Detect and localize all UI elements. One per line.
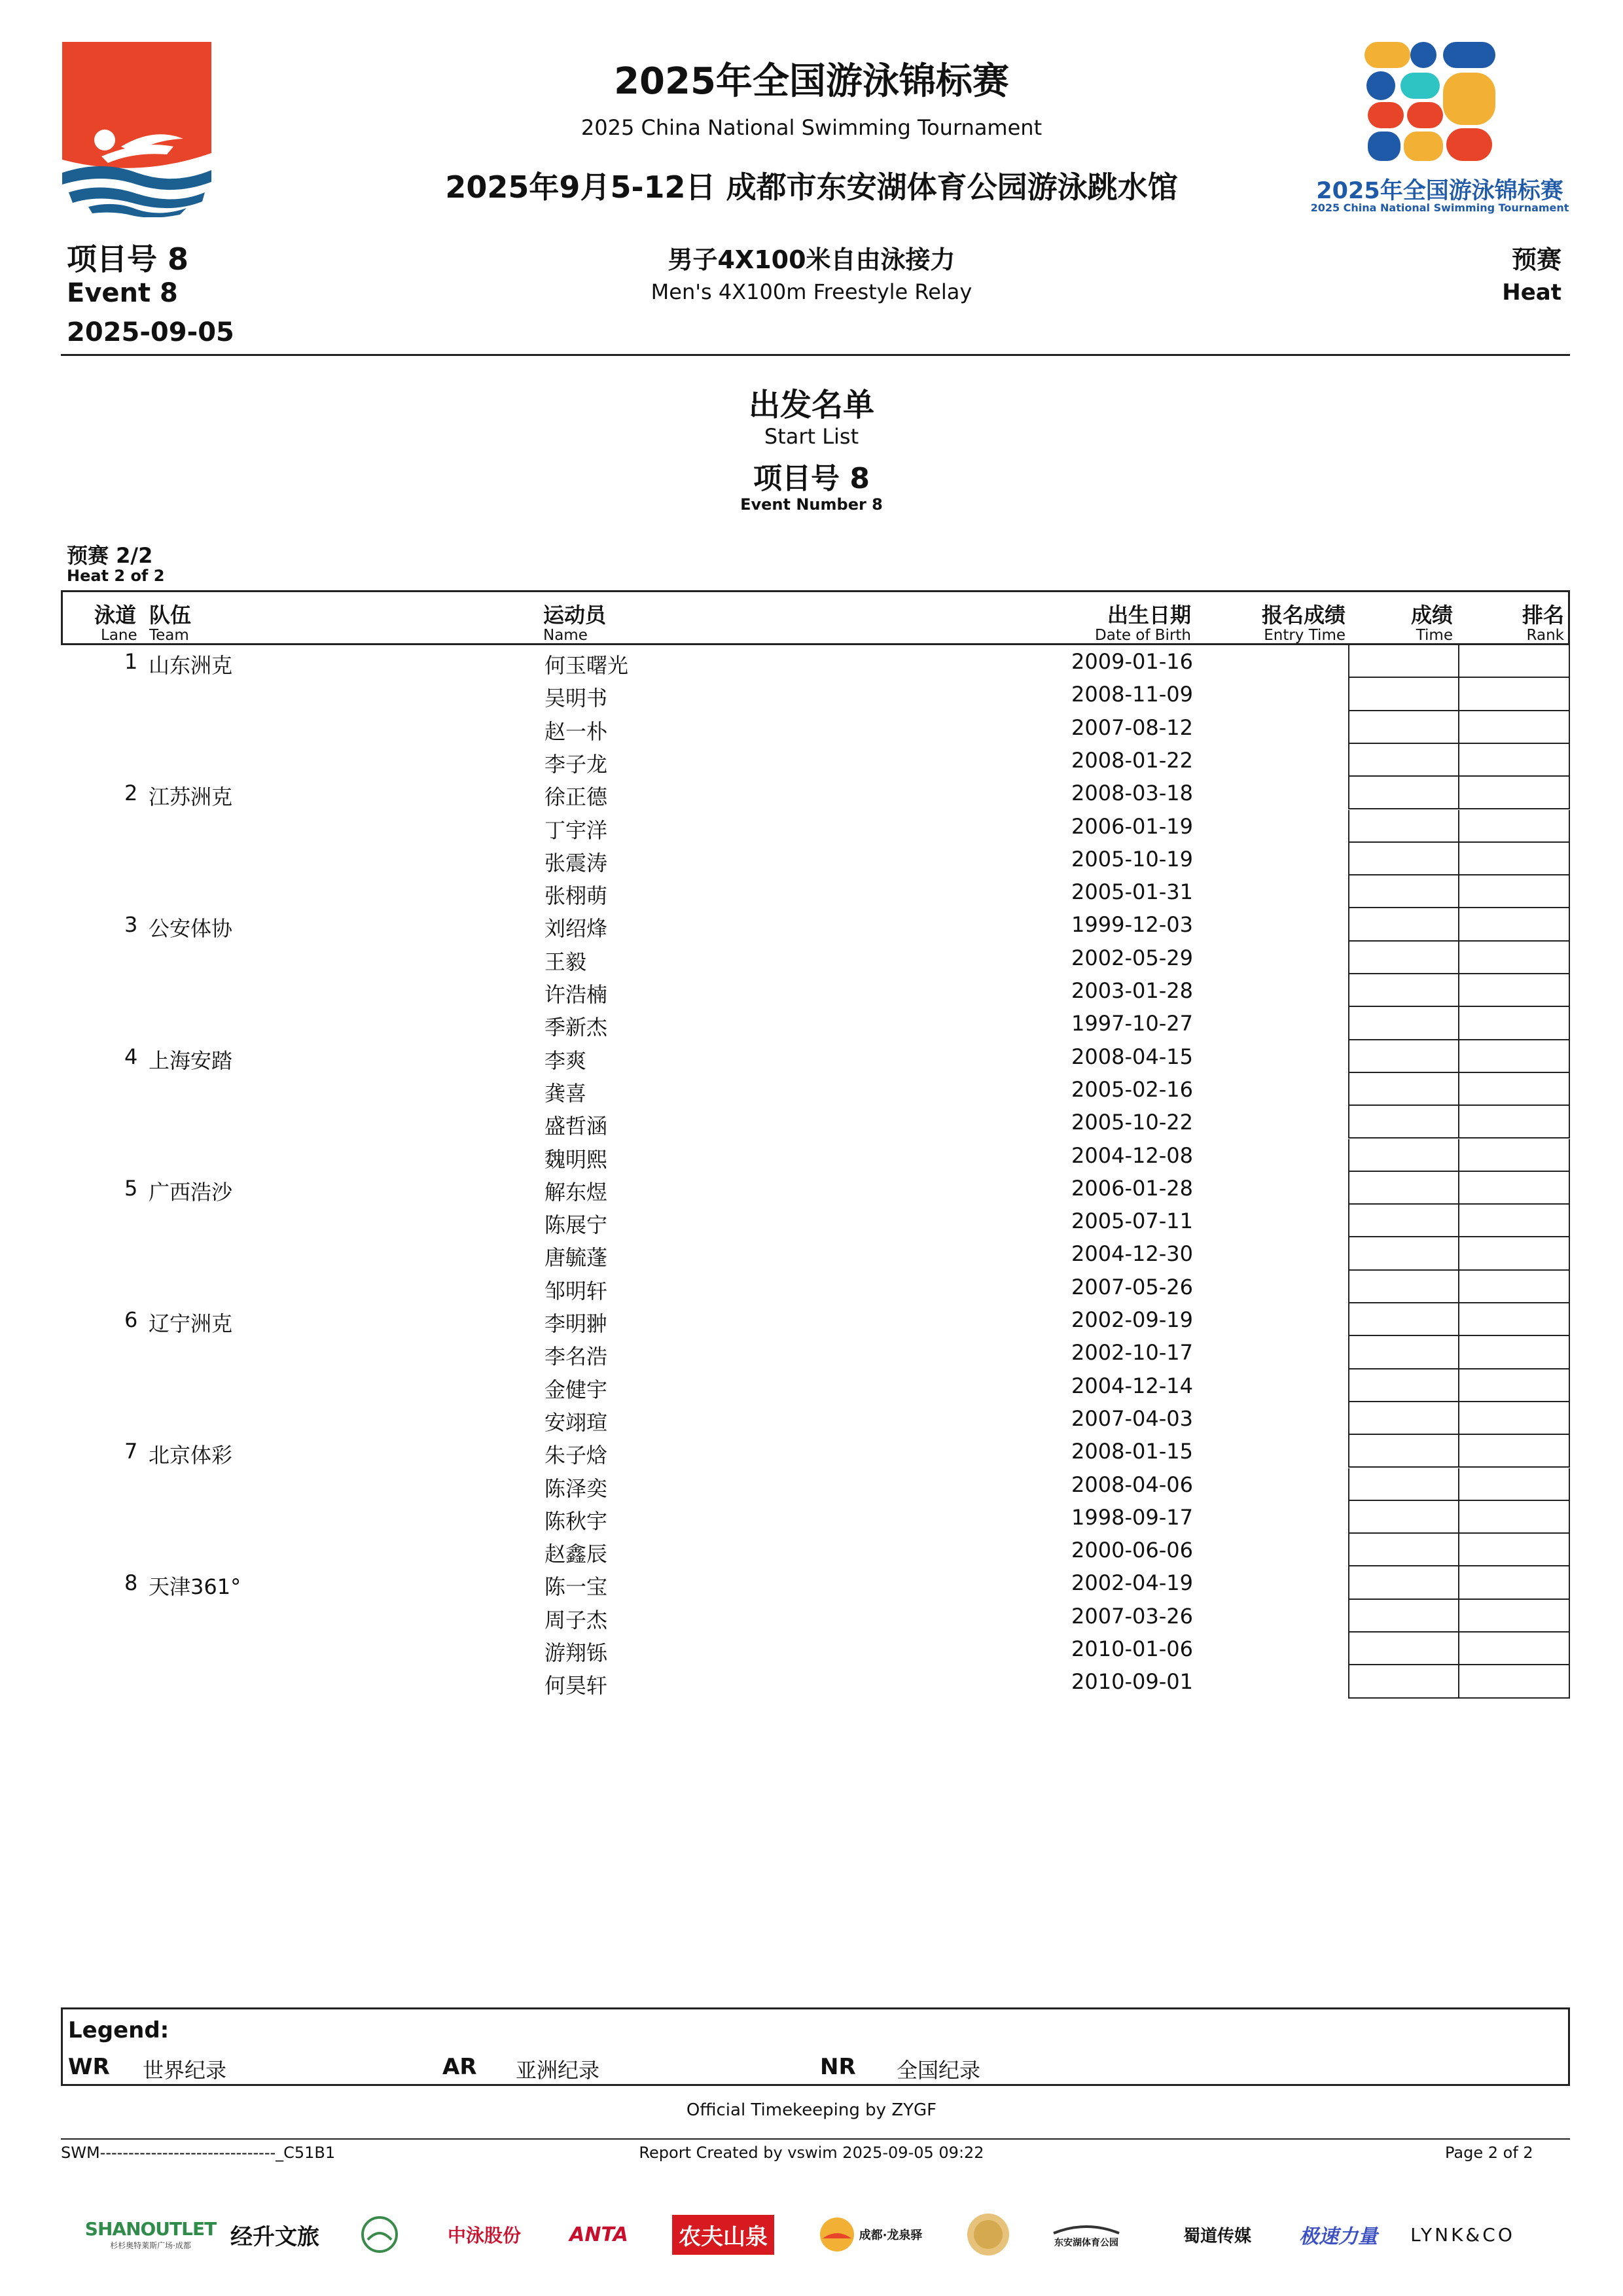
phase: 预赛 <box>1511 245 1561 274</box>
table-row <box>0 1369 1623 1402</box>
time-entry-box[interactable] <box>1348 1369 1459 1402</box>
date-of-birth: 2007-04-03 <box>1071 1405 1193 1431</box>
sponsor-zhongyong: 中泳股份 <box>447 2225 521 2246</box>
lane-number: 4 <box>124 1044 138 1069</box>
table-row <box>0 1435 1623 1468</box>
time-entry-box[interactable] <box>1348 1073 1459 1106</box>
col-team: 队伍 <box>149 603 192 627</box>
date-of-birth: 2002-09-19 <box>1071 1307 1193 1332</box>
table-row <box>0 1468 1623 1501</box>
swimmer-name: 李明翀 <box>544 1311 608 1336</box>
swimmer-name: 龚喜 <box>544 1080 587 1106</box>
time-entry-box[interactable] <box>1348 974 1459 1007</box>
table-header <box>61 590 1570 645</box>
time-entry-box[interactable] <box>1348 1205 1459 1237</box>
table-row <box>0 1501 1623 1534</box>
sponsor-lynkco: LYNK&CO <box>1410 2223 1515 2246</box>
table-row <box>0 1336 1623 1369</box>
team-name: 广西浩沙 <box>149 1179 233 1205</box>
swimmer-name: 许浩楠 <box>544 982 608 1007</box>
swimmer-name: 赵鑫辰 <box>544 1542 608 1567</box>
table-row <box>0 974 1623 1007</box>
date-of-birth: 2007-03-26 <box>1071 1603 1193 1629</box>
rank-entry-box[interactable] <box>1458 1369 1570 1402</box>
time-entry-box[interactable] <box>1348 1435 1459 1468</box>
table-row <box>0 645 1623 678</box>
table-row <box>0 1040 1623 1073</box>
rank-entry-box[interactable] <box>1458 1402 1570 1435</box>
rank-entry-box[interactable] <box>1458 810 1570 843</box>
timekeeping-credit: Official Timekeeping by ZYGF <box>686 2100 937 2120</box>
rank-entry-box[interactable] <box>1458 875 1570 908</box>
rank-entry-box[interactable] <box>1458 1073 1570 1106</box>
date-of-birth: 2002-04-19 <box>1071 1570 1193 1596</box>
table-row <box>0 1271 1623 1303</box>
swimmer-name: 邹明轩 <box>544 1278 608 1303</box>
date-of-birth: 2000-06-06 <box>1071 1538 1193 1563</box>
time-entry-box[interactable] <box>1348 1468 1459 1501</box>
time-entry-box[interactable] <box>1348 1303 1459 1336</box>
event-number-en: Event 8 <box>67 278 178 308</box>
heat-label-en: Heat 2 of 2 <box>67 567 165 585</box>
swimmer-name: 安翊瑄 <box>544 1409 608 1435</box>
lane-number: 1 <box>124 649 138 674</box>
col-rank-en: Rank <box>1526 627 1564 644</box>
team-name: 公安体协 <box>149 916 233 942</box>
rank-entry-box[interactable] <box>1458 1303 1570 1336</box>
date-of-birth: 2008-11-09 <box>1071 682 1193 707</box>
swimmer-name: 魏明熙 <box>544 1146 608 1172</box>
time-entry-box[interactable] <box>1348 843 1459 875</box>
swimmer-name: 唐毓蓬 <box>544 1245 608 1271</box>
rank-entry-box[interactable] <box>1458 1600 1570 1633</box>
rank-entry-box[interactable] <box>1458 1633 1570 1665</box>
sponsor-jisu: 极速力量 <box>1299 2225 1378 2248</box>
team-name: 北京体彩 <box>149 1443 233 1468</box>
table-row <box>0 777 1623 809</box>
rank-entry-box[interactable] <box>1458 1237 1570 1270</box>
swimmer-name: 陈一宝 <box>544 1574 608 1600</box>
col-entry: 报名成绩 <box>1261 603 1346 627</box>
table-row <box>0 1665 1623 1698</box>
rank-entry-box[interactable] <box>1458 1271 1570 1303</box>
col-entry-en: Entry Time <box>1264 627 1346 644</box>
lane-number: 6 <box>124 1307 138 1332</box>
section-event-en: Event Number 8 <box>740 495 883 514</box>
table-row <box>0 942 1623 974</box>
sponsor-nongfu: 农夫山泉 <box>671 2212 776 2257</box>
swimmer-name: 刘绍烽 <box>544 916 608 942</box>
date-of-birth: 1998-09-17 <box>1071 1504 1193 1530</box>
time-entry-box[interactable] <box>1348 1139 1459 1172</box>
date-of-birth: 2002-05-29 <box>1071 945 1193 970</box>
time-entry-box[interactable] <box>1348 942 1459 974</box>
team-name: 上海安踏 <box>149 1048 233 1073</box>
date-of-birth: 2005-10-19 <box>1071 846 1193 872</box>
table-row <box>0 1172 1623 1205</box>
lane-number: 2 <box>124 781 138 806</box>
time-entry-box[interactable] <box>1348 777 1459 809</box>
table-row <box>0 711 1623 744</box>
time-entry-box[interactable] <box>1348 1106 1459 1139</box>
swimmer-name: 陈展宁 <box>544 1212 608 1238</box>
legend-desc-ar: 亚洲纪录 <box>516 2058 600 2083</box>
swimmer-name: 吴明书 <box>544 686 608 711</box>
legend-code-nr: NR <box>820 2054 856 2080</box>
time-entry-box[interactable] <box>1348 1633 1459 1665</box>
time-entry-box[interactable] <box>1348 678 1459 711</box>
time-entry-box[interactable] <box>1348 908 1459 941</box>
legend-code-wr: WR <box>68 2054 110 2080</box>
sponsor-badge <box>962 2212 1014 2257</box>
time-entry-box[interactable] <box>1348 1336 1459 1369</box>
swimmer-name: 张震涛 <box>544 850 608 875</box>
event-name: 男子4X100米自由泳接力 <box>668 245 955 274</box>
date-of-birth: 2005-01-31 <box>1071 879 1193 905</box>
sponsor-longquanyi: 成都·龙泉驿 <box>812 2212 929 2257</box>
right-logo-title: 2025年全国游泳锦标赛 <box>1316 178 1563 204</box>
date-of-birth: 2007-05-26 <box>1071 1274 1193 1299</box>
rank-entry-box[interactable] <box>1458 1534 1570 1566</box>
date-of-birth: 2010-01-06 <box>1071 1636 1193 1661</box>
lane-number: 3 <box>124 912 138 938</box>
date-of-birth: 2008-01-15 <box>1071 1439 1193 1464</box>
swimmer-name: 张栩萌 <box>544 883 608 909</box>
rank-entry-box[interactable] <box>1458 1106 1570 1139</box>
report-code: SWM-------------------------------_C51B1 <box>61 2144 336 2162</box>
date-of-birth: 2008-04-15 <box>1071 1044 1193 1069</box>
team-name: 山东洲克 <box>149 653 233 678</box>
col-dob-en: Date of Birth <box>1095 627 1191 644</box>
rank-entry-box[interactable] <box>1458 1501 1570 1534</box>
swimmer-name: 金健宇 <box>544 1377 608 1402</box>
swimmer-name: 游翔铄 <box>544 1640 608 1665</box>
heat-label: 预赛 2/2 <box>67 543 153 568</box>
swimmer-name: 何玉曙光 <box>544 653 629 678</box>
table-row <box>0 1402 1623 1435</box>
swimmer-name: 陈秋宇 <box>544 1508 608 1534</box>
lane-number: 8 <box>124 1570 138 1596</box>
table-row <box>0 843 1623 875</box>
sponsor-shudao: 蜀道传媒 <box>1183 2226 1251 2246</box>
date-of-birth: 2003-01-28 <box>1071 978 1193 1003</box>
time-entry-box[interactable] <box>1348 744 1459 777</box>
legend-code-ar: AR <box>442 2054 477 2080</box>
header-divider <box>61 354 1570 356</box>
date-of-birth: 2005-02-16 <box>1071 1076 1193 1102</box>
rank-entry-box[interactable] <box>1458 744 1570 777</box>
rank-entry-box[interactable] <box>1458 1040 1570 1073</box>
rank-entry-box[interactable] <box>1458 1172 1570 1205</box>
date-of-birth: 2005-10-22 <box>1071 1110 1193 1135</box>
table-row <box>0 1073 1623 1106</box>
time-entry-box[interactable] <box>1348 1007 1459 1040</box>
table-row <box>0 1600 1623 1633</box>
phase-en: Heat <box>1502 279 1561 306</box>
legend-desc-nr: 全国纪录 <box>897 2058 981 2083</box>
col-lane: 泳道 <box>94 603 137 627</box>
col-time-en: Time <box>1416 627 1453 644</box>
time-entry-box[interactable] <box>1348 1237 1459 1270</box>
date-of-birth: 2005-07-11 <box>1071 1209 1193 1234</box>
team-name: 江苏洲克 <box>149 785 233 810</box>
table-row <box>0 678 1623 711</box>
section-event: 项目号 8 <box>753 462 870 495</box>
col-lane-en: Lane <box>101 627 137 644</box>
swimmer-name: 陈泽奕 <box>544 1475 608 1501</box>
date-of-birth: 2008-03-18 <box>1071 781 1193 806</box>
col-name: 运动员 <box>543 603 607 627</box>
lane-number: 7 <box>124 1439 138 1464</box>
rank-entry-box[interactable] <box>1458 942 1570 974</box>
time-entry-box[interactable] <box>1348 645 1459 678</box>
swimmer-name: 李子龙 <box>544 751 608 777</box>
rank-entry-box[interactable] <box>1458 678 1570 711</box>
start-list-table <box>0 645 1623 1699</box>
table-row <box>0 1139 1623 1172</box>
time-entry-box[interactable] <box>1348 1172 1459 1205</box>
date-of-birth: 2006-01-19 <box>1071 813 1193 839</box>
col-name-en: Name <box>543 627 588 644</box>
rank-entry-box[interactable] <box>1458 1336 1570 1369</box>
swimmer-name: 赵一朴 <box>544 718 608 744</box>
swimmer-name: 周子杰 <box>544 1607 608 1633</box>
rank-entry-box[interactable] <box>1458 1566 1570 1599</box>
swimmer-name: 徐正德 <box>544 785 608 810</box>
team-name: 辽宁洲克 <box>149 1311 233 1336</box>
rank-entry-box[interactable] <box>1458 1665 1570 1698</box>
date-of-birth: 2002-10-17 <box>1071 1340 1193 1366</box>
tournament-subtitle: 2025 China National Swimming Tournament <box>580 115 1043 140</box>
date-of-birth: 2004-12-30 <box>1071 1241 1193 1267</box>
date-venue: 2025年9月5-12日 成都市东安湖体育公园游泳跳水馆 <box>445 169 1178 205</box>
rank-entry-box[interactable] <box>1458 711 1570 744</box>
legend-title: Legend: <box>68 2017 169 2043</box>
time-entry-box[interactable] <box>1348 1600 1459 1633</box>
table-row <box>0 1566 1623 1599</box>
swimmer-name: 季新杰 <box>544 1015 608 1040</box>
team-name: 天津361° <box>149 1574 241 1600</box>
col-rank: 排名 <box>1522 603 1564 627</box>
legend-box <box>61 2007 1570 2086</box>
rank-entry-box[interactable] <box>1458 1468 1570 1501</box>
rank-entry-box[interactable] <box>1458 974 1570 1007</box>
tournament-title: 2025年全国游泳锦标赛 <box>614 60 1009 103</box>
rank-entry-box[interactable] <box>1458 843 1570 875</box>
swimmer-name: 解东煜 <box>544 1179 608 1205</box>
sponsor-donganhu: 东安湖体育公园 <box>1041 2212 1132 2257</box>
table-row <box>0 810 1623 843</box>
time-entry-box[interactable] <box>1348 1040 1459 1073</box>
time-entry-box[interactable] <box>1348 1501 1459 1534</box>
rank-entry-box[interactable] <box>1458 1435 1570 1468</box>
date-of-birth: 1999-12-03 <box>1071 912 1193 938</box>
col-team-en: Team <box>149 627 189 644</box>
lane-number: 5 <box>124 1175 138 1201</box>
swimmer-name: 丁宇洋 <box>544 817 608 843</box>
time-entry-box[interactable] <box>1348 1402 1459 1435</box>
table-row <box>0 1303 1623 1336</box>
table-row <box>0 744 1623 777</box>
sponsor-emblem <box>357 2212 402 2257</box>
table-row <box>0 1106 1623 1139</box>
tournament-logo-left <box>62 42 211 217</box>
sponsor-shanshan-outlet: SHANOUTLET 杉杉奥特莱斯广场·成都 <box>84 2218 217 2250</box>
date-of-birth: 2008-01-22 <box>1071 747 1193 773</box>
date-of-birth: 2008-04-06 <box>1071 1472 1193 1497</box>
footer-divider <box>61 2138 1570 2140</box>
date-of-birth: 2004-12-08 <box>1071 1142 1193 1168</box>
tournament-logo-right <box>1302 37 1577 220</box>
swimmer-name: 朱子焓 <box>544 1443 608 1468</box>
swimmer-name: 王毅 <box>544 949 587 974</box>
section-title: 出发名单 <box>748 387 874 423</box>
sponsor-jingsheng: 经升文旅 <box>230 2223 319 2250</box>
table-row <box>0 1237 1623 1270</box>
swimmer-name: 何昊轩 <box>544 1673 608 1699</box>
page-number: Page 2 of 2 <box>1445 2144 1533 2162</box>
rank-entry-box[interactable] <box>1458 777 1570 809</box>
table-row <box>0 908 1623 941</box>
time-entry-box[interactable] <box>1348 1271 1459 1303</box>
report-created: Report Created by vswim 2025-09-05 09:22 <box>639 2144 984 2162</box>
event-number: 项目号 8 <box>67 241 189 277</box>
table-row <box>0 875 1623 908</box>
date-of-birth: 2010-09-01 <box>1071 1669 1193 1695</box>
rank-entry-box[interactable] <box>1458 645 1570 678</box>
swimmer-name: 李爽 <box>544 1048 587 1073</box>
date-of-birth: 2006-01-28 <box>1071 1175 1193 1201</box>
event-name-en: Men's 4X100m Freestyle Relay <box>651 279 972 304</box>
event-date: 2025-09-05 <box>67 317 234 347</box>
swimmer-name: 李名浩 <box>544 1344 608 1369</box>
table-row <box>0 1007 1623 1040</box>
time-entry-box[interactable] <box>1348 1566 1459 1599</box>
legend-desc-wr: 世界纪录 <box>143 2058 227 2083</box>
table-row <box>0 1534 1623 1566</box>
right-logo-subtitle: 2025 China National Swimming Tournament <box>1310 202 1569 214</box>
rank-entry-box[interactable] <box>1458 1007 1570 1040</box>
date-of-birth: 2004-12-14 <box>1071 1373 1193 1398</box>
swimmer-name: 盛哲涵 <box>544 1114 608 1139</box>
time-entry-box[interactable] <box>1348 1534 1459 1566</box>
table-row <box>0 1633 1623 1665</box>
date-of-birth: 2007-08-12 <box>1071 715 1193 740</box>
section-title-en: Start List <box>764 424 859 449</box>
rank-entry-box[interactable] <box>1458 1139 1570 1172</box>
col-time: 成绩 <box>1410 603 1453 627</box>
time-entry-box[interactable] <box>1348 711 1459 744</box>
rank-entry-box[interactable] <box>1458 908 1570 941</box>
time-entry-box[interactable] <box>1348 875 1459 908</box>
table-row <box>0 1205 1623 1237</box>
date-of-birth: 2009-01-16 <box>1071 649 1193 674</box>
rank-entry-box[interactable] <box>1458 1205 1570 1237</box>
date-of-birth: 1997-10-27 <box>1071 1011 1193 1036</box>
sponsor-anta: ANTA <box>569 2223 628 2246</box>
col-dob: 出生日期 <box>1107 603 1191 627</box>
time-entry-box[interactable] <box>1348 1665 1459 1698</box>
time-entry-box[interactable] <box>1348 810 1459 843</box>
